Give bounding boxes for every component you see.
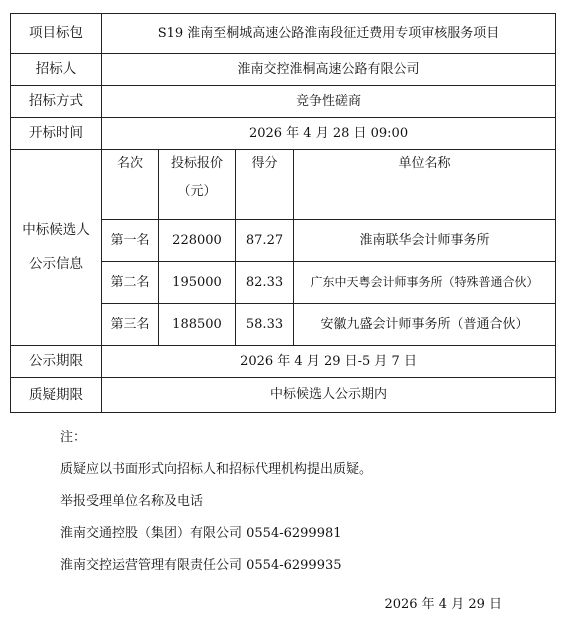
header-bid-line2: （元） xyxy=(177,183,217,199)
tender-result-table xyxy=(10,13,556,413)
rank-cell: 第一名 xyxy=(102,220,159,262)
note-line: 淮南交控运营管理有限责任公司 0554-6299935 xyxy=(60,558,342,573)
opening-label: 开标时间 xyxy=(11,118,102,150)
bid-cell: 228000 xyxy=(159,220,236,262)
candidates-label-line1: 中标候选人 xyxy=(22,221,90,238)
publicity-label: 公示期限 xyxy=(11,346,102,378)
publicity-value: 2026 年 4 月 29 日-5 月 7 日 xyxy=(102,346,556,378)
score-cell: 82.33 xyxy=(236,262,294,304)
project-label: 项目标包 xyxy=(11,14,102,54)
bid-cell: 188500 xyxy=(159,304,236,346)
opening-row xyxy=(11,118,556,150)
note-line: 淮南交通控股（集团）有限公司 0554-6299981 xyxy=(60,526,342,541)
query-value: 中标候选人公示期内 xyxy=(102,378,556,413)
candidates-label xyxy=(11,150,102,346)
header-company: 单位名称 xyxy=(294,150,556,220)
candidates-header-row xyxy=(11,150,556,220)
issue-date: 2026 年 4 月 29 日 xyxy=(384,597,502,612)
method-label: 招标方式 xyxy=(11,86,102,118)
tenderer-label: 招标人 xyxy=(11,54,102,86)
score-cell: 87.27 xyxy=(236,220,294,262)
query-row xyxy=(11,378,556,413)
header-bid-line1: 投标报价 xyxy=(170,156,223,171)
company-cell: 广东中天粤会计师事务所（特殊普通合伙） xyxy=(294,262,556,304)
publicity-row xyxy=(11,346,556,378)
project-value: S19 淮南至桐城高速公路淮南段征迁费用专项审核服务项目 xyxy=(102,14,556,54)
note-line: 质疑应以书面形式向招标人和招标代理机构提出质疑。 xyxy=(60,462,373,477)
notes-section xyxy=(60,428,372,588)
note-heading: 注： xyxy=(60,430,87,445)
company-cell: 淮南联华会计师事务所 xyxy=(294,220,556,262)
method-value: 竞争性磋商 xyxy=(102,86,556,118)
opening-value: 2026 年 4 月 28 日 09:00 xyxy=(102,118,556,150)
score-cell: 58.33 xyxy=(236,304,294,346)
method-row xyxy=(11,86,556,118)
candidates-label-line2: 公示信息 xyxy=(29,255,83,272)
rank-cell: 第三名 xyxy=(102,304,159,346)
header-bid xyxy=(159,150,236,220)
header-score: 得分 xyxy=(236,150,294,220)
bid-cell: 195000 xyxy=(159,262,236,304)
rank-cell: 第二名 xyxy=(102,262,159,304)
header-rank: 名次 xyxy=(102,150,159,220)
tenderer-row xyxy=(11,54,556,86)
note-line: 举报受理单位名称及电话 xyxy=(60,494,204,509)
project-row xyxy=(11,14,556,54)
query-label: 质疑期限 xyxy=(11,378,102,413)
tenderer-value: 淮南交控淮桐高速公路有限公司 xyxy=(102,54,556,86)
company-cell: 安徽九盛会计师事务所（普通合伙） xyxy=(294,304,556,346)
